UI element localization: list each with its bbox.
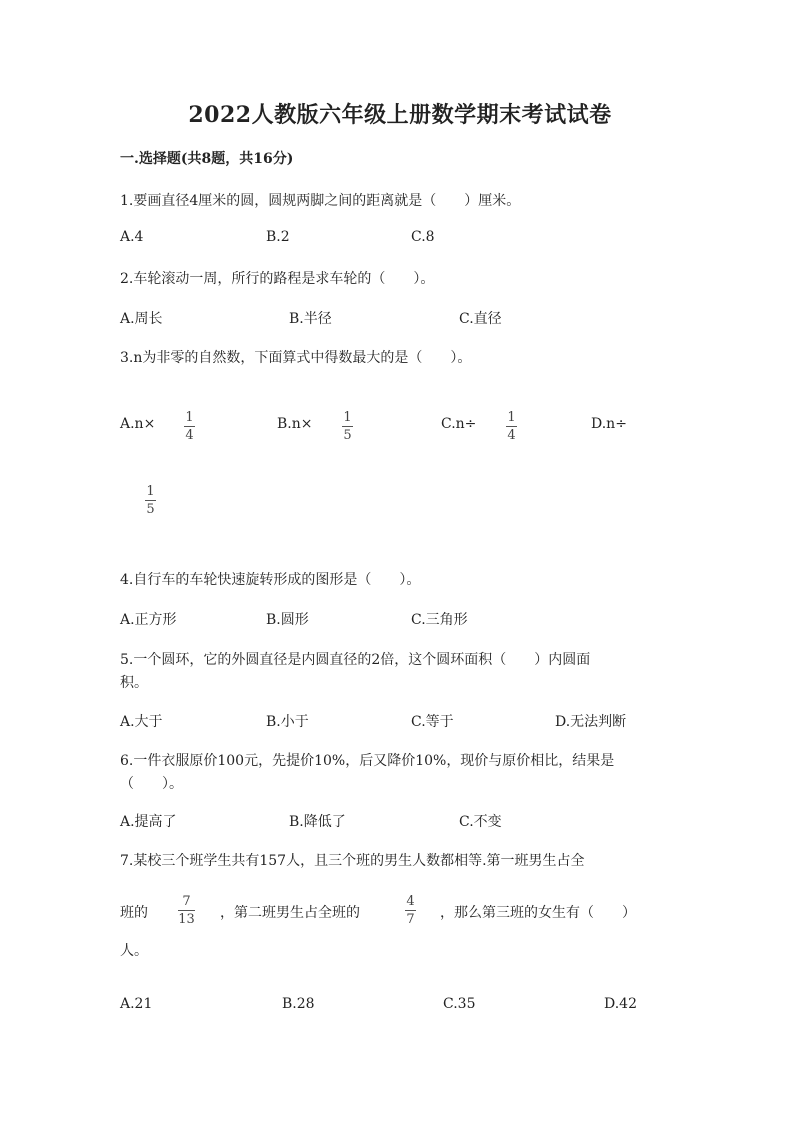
q5-option-a[interactable]: A.大于 [120, 714, 163, 730]
q7-option-b[interactable]: B.28 [282, 996, 315, 1012]
fraction-bar [405, 910, 416, 911]
q1-option-c[interactable]: C.8 [411, 229, 435, 245]
q3-option-a[interactable]: A.n× [120, 416, 156, 432]
q5-option-d[interactable]: D.无法判断 [555, 714, 627, 730]
question-4-text: 4.自行车的车轮快速旋转形成的图形是（ ）。 [120, 572, 421, 588]
question-7-text-line3: 人。 [120, 943, 148, 959]
q3-option-b[interactable]: B.n× [277, 416, 313, 432]
q7-fraction-1 [178, 894, 195, 927]
q2-option-a[interactable]: A.周长 [120, 311, 163, 327]
q3-option-c[interactable]: C.n÷ [441, 416, 477, 432]
fraction-denominator: 7 [406, 912, 415, 927]
q6-option-c[interactable]: C.不变 [459, 814, 502, 830]
fraction-denominator: 5 [146, 502, 155, 517]
q3-option-d[interactable]: D.n÷ [591, 416, 627, 432]
fraction-numerator: 1 [343, 410, 352, 425]
question-7-text-part-c: ，那么第三班的女生有（ ） [440, 905, 636, 921]
fraction-numerator: 1 [507, 410, 516, 425]
q1-option-a[interactable]: A.4 [120, 229, 144, 245]
q1-option-b[interactable]: B.2 [266, 229, 290, 245]
q6-option-b[interactable]: B.降低了 [289, 814, 346, 830]
q3-option-c-fraction [506, 410, 517, 443]
question-7-text-part-b: ，第二班男生占全班的 [220, 905, 360, 921]
fraction-denominator: 4 [507, 428, 516, 443]
fraction-denominator: 5 [343, 428, 352, 443]
question-6-text-line1: 6.一件衣服原价100元，先提价10%，后又降价10%，现价与原价相比，结果是 [120, 753, 615, 769]
q7-option-c[interactable]: C.35 [443, 996, 476, 1012]
q7-option-a[interactable]: A.21 [120, 996, 153, 1012]
q3-option-d-fraction [145, 484, 156, 517]
fraction-numerator: 1 [185, 410, 194, 425]
fraction-numerator: 4 [406, 894, 415, 909]
fraction-bar [342, 426, 353, 427]
question-5-text-line1: 5.一个圆环，它的外圆直径是内圆直径的2倍，这个圆环面积（ ）内圆面 [120, 652, 591, 668]
q7-option-d[interactable]: D.42 [604, 996, 637, 1012]
q3-option-b-fraction [342, 410, 353, 443]
q7-fraction-2 [405, 894, 416, 927]
question-5-text-line2: 积。 [120, 675, 148, 691]
fraction-bar [145, 500, 156, 501]
q2-option-c[interactable]: C.直径 [459, 311, 502, 327]
q3-option-a-fraction [184, 410, 195, 443]
fraction-bar [506, 426, 517, 427]
fraction-denominator: 13 [178, 912, 195, 927]
fraction-numerator: 1 [146, 484, 155, 499]
fraction-denominator: 4 [185, 428, 194, 443]
fraction-numerator: 7 [182, 894, 191, 909]
section-heading: 一.选择题(共8题，共16分) [120, 151, 294, 167]
q5-option-c[interactable]: C.等于 [411, 714, 454, 730]
fraction-bar [184, 426, 195, 427]
q5-option-b[interactable]: B.小于 [266, 714, 309, 730]
question-1-text: 1.要画直径4厘米的圆，圆规两脚之间的距离就是（ ）厘米。 [120, 193, 521, 209]
page-title: 2022人教版六年级上册数学期末考试试卷 [188, 102, 612, 128]
fraction-bar [178, 910, 195, 911]
q4-option-a[interactable]: A.正方形 [120, 612, 177, 628]
question-7-text-line1: 7.某校三个班学生共有157人，且三个班的男生人数都相等.第一班男生占全 [120, 853, 585, 869]
q2-option-b[interactable]: B.半径 [289, 311, 332, 327]
question-3-text: 3.n为非零的自然数，下面算式中得数最大的是（ ）。 [120, 350, 472, 366]
question-7-text-part-a: 班的 [120, 905, 148, 921]
q6-option-a[interactable]: A.提高了 [120, 814, 177, 830]
question-6-text-line2: （ ）。 [120, 776, 183, 792]
question-2-text: 2.车轮滚动一周，所行的路程是求车轮的（ ）。 [120, 271, 435, 287]
q4-option-c[interactable]: C.三角形 [411, 612, 468, 628]
q4-option-b[interactable]: B.圆形 [266, 612, 309, 628]
